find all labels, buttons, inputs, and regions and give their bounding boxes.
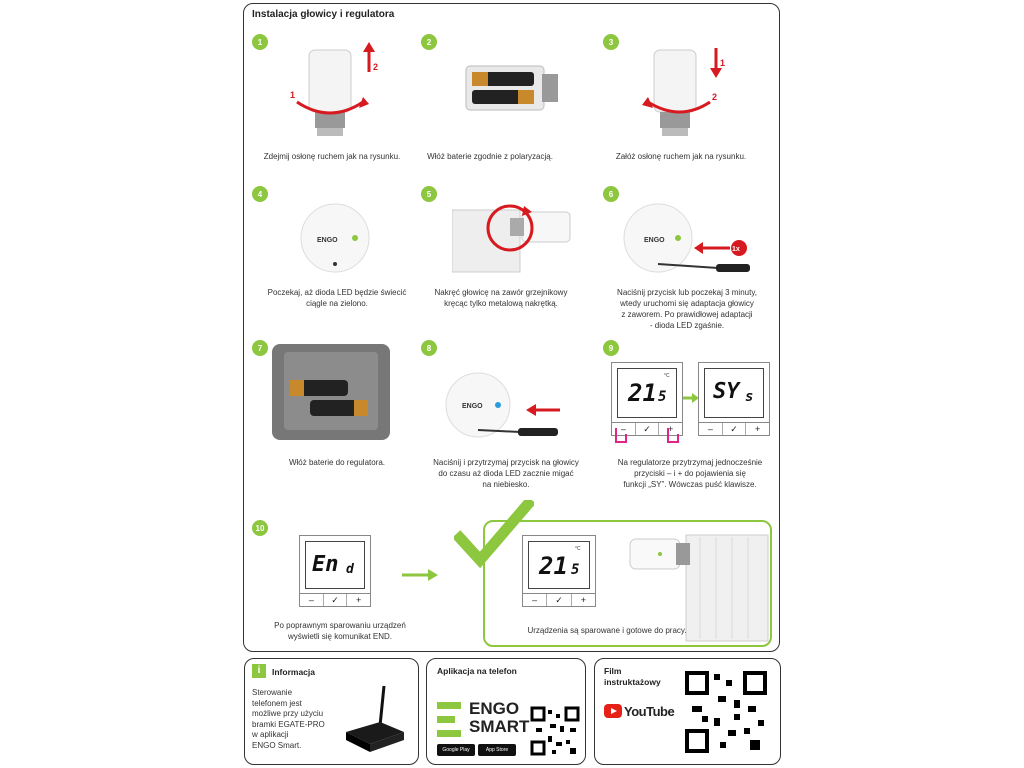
info-title: Informacja: [272, 667, 315, 677]
arrow-label-3a: 1: [720, 58, 726, 68]
head-on-radiator-valve-image: [452, 198, 577, 273]
step-badge-4: 4: [252, 186, 268, 202]
step-badge-6: 6: [603, 186, 619, 202]
temp-decimal: 5: [658, 389, 667, 405]
btn-plus-final[interactable]: +: [580, 595, 586, 605]
thermostatic-head-remove-image: [285, 42, 385, 142]
step-7-caption: Włóż baterie do regulatora.: [288, 458, 386, 467]
step-1-caption: Zdejmij osłonę ruchem jak na rysunku.: [263, 152, 401, 161]
final-caption: Urządzenia są sparowane i gotowe do pracy.: [527, 626, 687, 635]
btn-check-final[interactable]: ✓: [547, 594, 571, 606]
btn-minus-sy[interactable]: –: [699, 423, 723, 435]
btn-check-sy[interactable]: ✓: [723, 423, 747, 435]
step-badge-8: 8: [421, 340, 437, 356]
btn-check-end[interactable]: ✓: [324, 594, 348, 606]
end-digits: En: [312, 552, 339, 577]
step-badge-5: 5: [421, 186, 437, 202]
step-badge-9: 9: [603, 340, 619, 356]
step-4-caption: Poczekaj, aż dioda LED będzie świecić ciągle na zielono.: [267, 288, 407, 308]
head-button-led-blue-image: [440, 370, 580, 445]
egate-pro-gateway-image: [340, 684, 408, 756]
engo-brand: ENGO: [469, 699, 520, 718]
step-badge-2: 2: [421, 34, 437, 50]
btn-minus-final[interactable]: –: [523, 594, 547, 606]
final-temp-digits: 21: [539, 552, 568, 580]
app-qr-code[interactable]: [530, 706, 580, 756]
temp-digits: 21: [628, 379, 657, 407]
svg-text:ENGO: ENGO: [644, 237, 665, 244]
app-store-badge[interactable]: App Store: [478, 744, 516, 756]
arrow-label-3b: 2: [712, 92, 718, 102]
thermostatic-head-attach-image: [640, 42, 740, 142]
regulator-display-sy: [698, 362, 770, 436]
step-badge-3: 3: [603, 34, 619, 50]
step-5-caption: Nakręć głowicę na zawór grzejnikowy kręcąc tylko metalową nakrętką.: [434, 288, 568, 308]
film-title-1: Film: [604, 666, 622, 676]
arrow-label-1a: 1: [290, 90, 296, 100]
smart-brand: SMART: [469, 717, 530, 736]
green-arrow-icon-2: [402, 568, 438, 582]
head-button-press-screwdriver-image: [618, 200, 758, 275]
press-count-label: 1x: [732, 246, 740, 253]
temp-unit: °C: [664, 373, 670, 379]
regulator-display-final: 21 5 °C – ✓ +: [522, 535, 596, 607]
engo-logo-icon: [437, 702, 465, 742]
regulator-display-end: [299, 535, 371, 607]
green-arrow-icon: [683, 392, 699, 404]
step-8-caption: Naciśnij i przytrzymaj przycisk na głowicy do czasu aż dioda LED zacznie migać na niebiesko.: [433, 458, 579, 489]
btn-plus-sy[interactable]: +: [755, 424, 761, 434]
btn-minus-end[interactable]: –: [300, 594, 324, 606]
info-icon: i: [252, 664, 266, 678]
app-title: Aplikacja na telefon: [437, 666, 517, 676]
sy-digits: SY: [713, 379, 740, 404]
engo-label: ENGO: [317, 237, 338, 244]
end-sub: d: [346, 562, 354, 577]
btn-plus[interactable]: +: [668, 424, 674, 434]
google-play-badge[interactable]: Google Play: [437, 744, 475, 756]
svg-text:ENGO: ENGO: [462, 403, 483, 410]
step-10-caption: Po poprawnym sparowaniu urządzeń wyświetli się komunikat END.: [274, 621, 406, 641]
btn-plus-end[interactable]: +: [356, 595, 362, 605]
info-text: Sterowanie telefonem jest możliwe przy użyciu bramki EGATE-PRO w aplikacji ENGO Smart.: [252, 688, 325, 750]
hand-press-icons: [610, 424, 690, 448]
step-badge-10: 10: [252, 520, 268, 536]
youtube-label[interactable]: YouTube: [624, 704, 675, 719]
final-temp-decimal: 5: [571, 562, 580, 578]
step-badge-1: 1: [252, 34, 268, 50]
step-3-caption: Załóż osłonę ruchem jak na rysunku.: [615, 152, 747, 161]
regulator-battery-image: [270, 340, 395, 445]
film-title-2: instruktażowy: [604, 677, 661, 687]
film-qr-code[interactable]: [684, 670, 768, 754]
btn-minus[interactable]: –: [612, 423, 636, 435]
battery-compartment-image: [462, 60, 562, 120]
step-2-caption: Włóż baterie zgodnie z polaryzacją.: [427, 152, 553, 161]
step-9-caption: Na regulatorze przytrzymaj jednocześnie przyciski – i + do pojawienia się funkcji „SY”. Wówczas puść klawisze.: [617, 458, 763, 489]
arrow-label-1b: 2: [373, 62, 379, 72]
btn-check[interactable]: ✓: [636, 423, 660, 435]
sy-sub: s: [745, 389, 754, 405]
step-badge-7: 7: [252, 340, 268, 356]
youtube-play-icon[interactable]: [604, 704, 622, 718]
step-6-caption: Naciśnij przycisk lub poczekaj 3 minuty, wtedy uruchomi się adaptacja głowicy z zaworem. Po prawidłowej adaptacji - dioda LED zgaśnie.: [617, 288, 757, 330]
thermostatic-head-led-green-image: [295, 200, 380, 275]
page-title: Instalacja głowicy i regulatora: [252, 9, 395, 20]
